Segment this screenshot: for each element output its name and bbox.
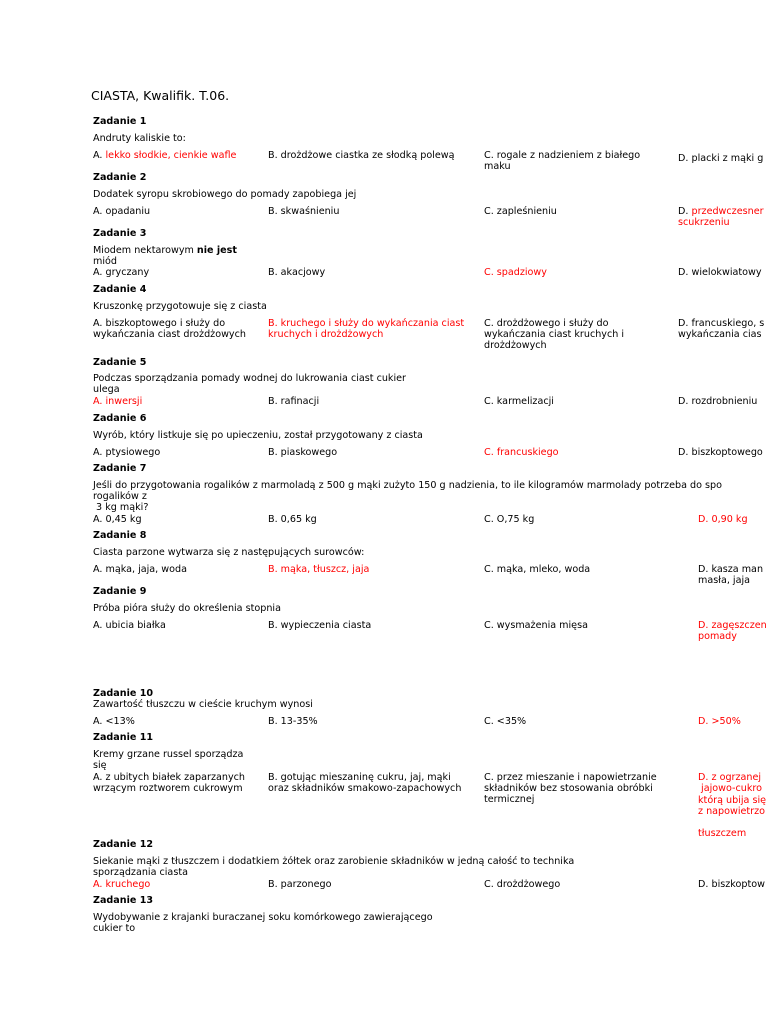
answer-option-a-line2: wykańczania ciast drożdżowych [93, 329, 246, 340]
answer-option-d: D. placki z mąki g [678, 153, 764, 164]
document-header: CIASTA, Kwalifik. T.06. [91, 88, 230, 103]
task-question: Andruty kaliskie to: [93, 133, 186, 144]
task-question: Wyrób, który listkuje się po upieczeniu, został przygotowany z ciasta [93, 430, 423, 441]
answer-option-d-line2: wykańczania cias [678, 329, 762, 340]
answer-option-d-line2: pomady [698, 631, 737, 642]
task-question: Kremy grzane russel sporządza [93, 749, 244, 760]
answer-option-d: D. 0,90 kg [698, 514, 748, 525]
answer-option-a: A. 0,45 kg [93, 514, 142, 525]
answer-option-b: B. wypieczenia ciasta [268, 620, 372, 631]
task-question: Ciasta parzone wytwarza się z następujących surowców: [93, 547, 365, 558]
answer-option-c: C. wysmażenia mięsa [484, 620, 588, 631]
answer-option-d: D. biszkoptowego [678, 447, 763, 458]
task-question: Siekanie mąki z tłuszczem i dodatkiem żółtek oraz zarobienie składników w jedną całość to technika [93, 856, 575, 867]
answer-option-c: C. spadziowy [484, 267, 547, 278]
answer-option-c: C. zapleśnieniu [484, 206, 557, 217]
option-letter: C. [484, 447, 497, 458]
answer-option-b: B. 13-35% [268, 716, 318, 727]
answer-option-c: C. mąka, mleko, woda [484, 564, 591, 575]
task-title: Zadanie 11 [93, 732, 154, 743]
task-question: Próba pióra służy do określenia stopnia [93, 603, 281, 614]
answer-option-a: A. ptysiowego [93, 447, 161, 458]
task-title: Zadanie 7 [93, 463, 147, 474]
answer-option-b: B. rafinacji [268, 396, 320, 407]
answer-option-a: A. mąka, jaja, woda [93, 564, 187, 575]
answer-option-b-line2: kruchych i drożdżowych [268, 329, 384, 340]
question-emphasis: nie jest [196, 245, 237, 256]
task-title: Zadanie 2 [93, 172, 147, 183]
task-question: Podczas sporządzania pomady wodnej do lukrowania ciast cukier [93, 373, 407, 384]
task-question: Wydobywanie z krajanki buraczanej soku komórkowego zawierającego [93, 912, 433, 923]
answer-option-c-line3: termicznej [484, 794, 535, 805]
answer-option-a: A. kruchego [93, 879, 151, 890]
task-question-line2: rogalików z [93, 491, 147, 502]
answer-option-d-line4: z napowietrzo [698, 806, 766, 817]
answer-option-a-line2: wrzącym roztworem cukrowym [93, 783, 243, 794]
answer-option-b: B. akacjowy [268, 267, 326, 278]
answer-option-c: C. O,75 kg [484, 514, 535, 525]
answer-option-a: A. inwersji [93, 396, 143, 407]
answer-option-b: B. skwaśnieniu [268, 206, 340, 217]
task-title: Zadanie 3 [93, 228, 147, 239]
answer-option-a: A. ubicia białka [93, 620, 166, 631]
answer-option-a: A. z ubitych białek zaparzanych [93, 772, 245, 783]
correct-answer-text-line2: scukrzeniu [678, 217, 730, 228]
answer-option-d: D. kasza man [698, 564, 764, 575]
task-title: Zadanie 13 [93, 895, 154, 906]
answer-option-c-line2: składników bez stosowania obróbki [484, 783, 653, 794]
task-question-line2: ulega [93, 384, 120, 395]
correct-answer-text: lekko słodkie, cienkie wafle [105, 150, 237, 161]
answer-option-c: C. karmelizacji [484, 396, 554, 407]
answer-option-a [93, 150, 236, 161]
answer-option-d: D. >50% [698, 716, 741, 727]
answer-option-d-line2: jajowo-cukro [698, 783, 762, 794]
task-title: Zadanie 9 [93, 586, 147, 597]
answer-option-b: B. mąka, tłuszcz, jaja [268, 564, 370, 575]
correct-answer-text: przedwczesner [691, 206, 764, 217]
task-question: Dodatek syropu skrobiowego do pomady zapobiega jej [93, 189, 357, 200]
answer-option-d: D. wielokwiatowy [678, 267, 762, 278]
answer-option-d: D. francuskiego, s [678, 318, 765, 329]
answer-option-c: C. przez mieszanie i napowietrzanie [484, 772, 657, 783]
task-question: Zawartość tłuszczu w cieście kruchym wynosi [93, 699, 313, 710]
answer-option-d: D. z ogrzanej [698, 772, 762, 783]
task-title: Zadanie 5 [93, 357, 147, 368]
answer-option-c [484, 447, 559, 458]
task-question [93, 245, 237, 256]
task-question-line2: miód [93, 256, 117, 267]
answer-option-d: D. zagęszczen [698, 620, 767, 631]
answer-option-b: B. parzonego [268, 879, 332, 890]
answer-option-d-line5: tłuszczem [698, 828, 747, 839]
task-title: Zadanie 4 [93, 284, 147, 295]
task-title: Zadanie 6 [93, 413, 147, 424]
answer-option-a: A. biszkoptowego i służy do [93, 318, 226, 329]
answer-option-d [678, 206, 764, 217]
task-question: Jeśli do przygotowania rogalików z marmoladą z 500 g mąki zużyto 150 g nadzienia, to ile kilogramów marmolady potrzeba do spo [93, 480, 722, 491]
answer-option-b-line2: oraz składników smakowo-zapachowych [268, 783, 462, 794]
task-question-line2: się [93, 760, 107, 771]
answer-option-b: B. drożdżowe ciastka ze słodką polewą [268, 150, 455, 161]
answer-option-b: B. 0,65 kg [268, 514, 317, 525]
answer-option-d-line3: którą ubija się [698, 795, 767, 806]
answer-option-a: A. opadaniu [93, 206, 151, 217]
answer-option-c-line3: drożdżowych [484, 340, 547, 351]
task-title: Zadanie 8 [93, 530, 147, 541]
answer-option-c-line2: wykańczania ciast kruchych i [484, 329, 625, 340]
answer-option-d: D. biszkoptow [698, 879, 765, 890]
task-title: Zadanie 1 [93, 116, 147, 127]
question-text: Miodem nektarowym [93, 245, 197, 256]
task-title: Zadanie 12 [93, 839, 154, 850]
task-question: Kruszonkę przygotowuje się z ciasta [93, 301, 267, 312]
answer-option-d-line2: masła, jaja [698, 575, 751, 586]
answer-option-a: A. gryczany [93, 267, 150, 278]
answer-option-c: C. drożdżowego i służy do [484, 318, 609, 329]
answer-option-c-line2: maku [484, 161, 511, 172]
answer-option-b: B. piaskowego [268, 447, 338, 458]
option-letter: A. [93, 150, 106, 161]
answer-option-c: C. rogale z nadzieniem z białego [484, 150, 641, 161]
answer-option-c: C. drożdżowego [484, 879, 561, 890]
answer-option-c: C. <35% [484, 716, 527, 727]
option-letter: D. [678, 206, 692, 217]
answer-option-a: A. <13% [93, 716, 135, 727]
answer-option-b: B. gotując mieszaninę cukru, jaj, mąki [268, 772, 451, 783]
answer-option-b: B. kruchego i służy do wykańczania ciast [268, 318, 465, 329]
task-title: Zadanie 10 [93, 688, 154, 699]
task-question-line3: 3 kg mąki? [93, 502, 149, 513]
correct-answer-text: francuskiego [496, 447, 559, 458]
task-question-line2: sporządzania ciasta [93, 867, 188, 878]
answer-option-d: D. rozdrobnieniu [678, 396, 758, 407]
task-question-line2: cukier to [93, 923, 136, 934]
